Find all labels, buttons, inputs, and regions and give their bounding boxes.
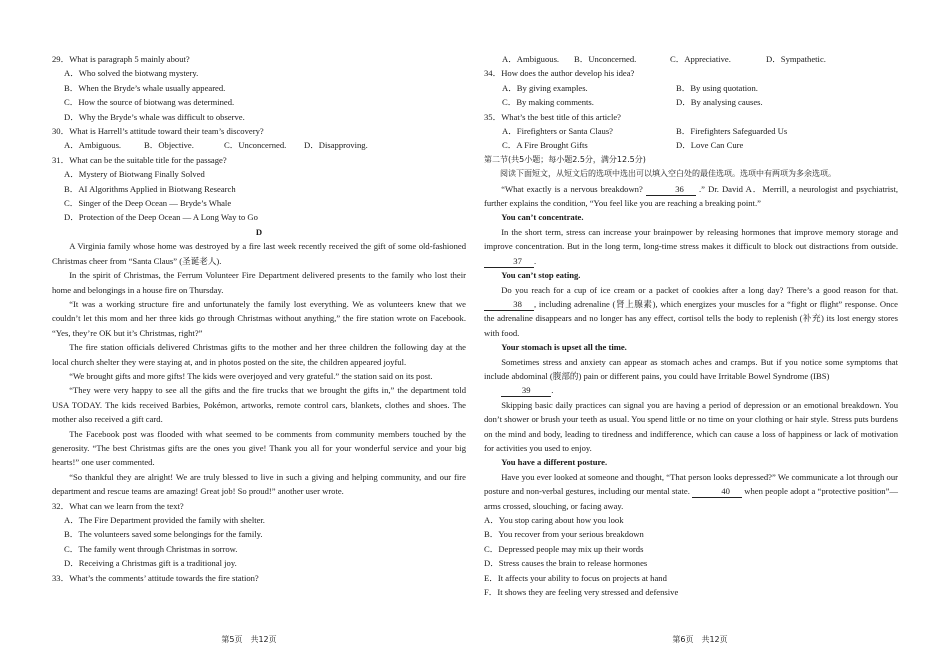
instruction-text: 阅读下面短文，从短文后的选项中选出可以填入空白处的最佳选项。选项中有两项为多余选项。 <box>500 169 836 179</box>
text-span: when people adopt a “protective position”—arms crossed, slouching, or facing away. <box>484 486 898 511</box>
right-page-column <box>484 52 898 599</box>
passage-paragraph <box>484 470 898 513</box>
option[interactable]: D．By analysing causes. <box>676 97 763 108</box>
option[interactable]: C．Unconcerned. <box>224 140 287 151</box>
choice[interactable]: B．You recover from your serious breakdown <box>484 529 644 540</box>
option[interactable]: A．Ambiguous. <box>64 140 122 151</box>
choice[interactable]: F．It shows they are feeling very stressed and defensive <box>484 587 679 598</box>
option[interactable]: C．How the source of biotwang was determined. <box>64 97 235 108</box>
option[interactable]: A．The Fire Department provided the family with shelter. <box>64 515 265 525</box>
option[interactable]: D．Sympathetic. <box>766 54 826 64</box>
passage-paragraph: The fire station officials delivered Christmas gifts to the mother and her three children the following day at the local church shelter they were staying at, and in photos posted on the site, the children appeared joyful. <box>52 342 466 367</box>
question-29: 29．What is paragraph 5 mainly about? <box>52 54 190 64</box>
options-row-34b <box>484 95 898 109</box>
passage-paragraph: The Facebook post was flooded with what seemed to be comments from community members touched by the generosity. “The best Christmas gifts are the ones you give! Thank you all for your wonderful service and your big hearts!” one user commented. <box>52 428 466 468</box>
subheading: You can’t concentrate. <box>501 212 584 223</box>
options-row-33 <box>484 52 898 66</box>
page-footer-right: 第6页 共12页 <box>672 635 728 644</box>
option[interactable]: B．Firefighters Safeguarded Us <box>676 126 788 137</box>
passage-paragraph: “So thankful they are alright! We are truly blessed to live in such a giving and helping community, and our fire department and rescue teams are amazing! Great job! So proud!” another user wrote. <box>52 471 466 497</box>
blank-36[interactable]: 36 <box>646 184 696 196</box>
option[interactable]: A．By giving examples. <box>502 82 588 93</box>
option[interactable]: C．A Fire Brought Gifts <box>502 140 588 151</box>
option[interactable]: B．Objective. <box>144 140 194 151</box>
blank-37[interactable]: 37 <box>484 256 534 268</box>
option[interactable]: B．By using quotation. <box>676 82 758 93</box>
option[interactable]: A．Firefighters or Santa Claus? <box>502 126 613 137</box>
question-30: 30．What is Harrell’s attitude toward their team’s discovery? <box>52 126 264 137</box>
blank-line: 39 . <box>484 383 898 397</box>
passage-paragraph <box>484 283 898 341</box>
question-34: 34．How does the author develop his idea? <box>484 68 635 79</box>
option[interactable]: B．When the Bryde’s whale usually appeared. <box>64 82 226 93</box>
option[interactable]: D．Receiving a Christmas gift is a traditional joy. <box>64 558 237 569</box>
option[interactable]: C．Singer of the Deep Ocean — Bryde’s Whale <box>64 198 232 209</box>
choice[interactable]: E．It affects your ability to focus on projects at hand <box>484 572 667 583</box>
question-32: 32．What can we learn from the text? <box>52 500 184 511</box>
option[interactable]: C．By making comments. <box>502 97 594 108</box>
passage-paragraph: In the short term, stress can increase your brainpower by releasing hormones that improve memory storage and improve concentration. But in the long term, long-time stress makes it difficult to block out distractions from outside. 37 . <box>484 226 898 266</box>
option[interactable]: A．Mystery of Biotwang Finally Solved <box>64 169 205 180</box>
option[interactable]: B．The volunteers saved some belongings for the family. <box>64 529 263 540</box>
subheading: You have a different posture. <box>501 457 608 468</box>
option[interactable]: C．Appreciative. <box>670 54 731 64</box>
section-d-heading: D <box>255 226 263 237</box>
passage-paragraph: “We brought gifts and more gifts! The kids were overjoyed and very grateful.” the station said on its post. <box>69 370 433 381</box>
question-35: 35．What’s the best title of this article? <box>484 111 621 122</box>
text-span: Do you reach for a cup of ice cream or a packet of cookies after a long day? There’s a good reason for that. <box>501 284 898 295</box>
subheading: You can’t stop eating. <box>501 270 581 281</box>
text-span: , including adrenaline (肾上腺素), which energizes your muscles for a “fight or flight” response. Once the adrenaline disappears and no longer has any effect, cortisol tells the body to replenish (补充) its lost energy stores with food. <box>484 298 898 338</box>
passage-paragraph: Sometimes stress and anxiety can appear as stomach aches and cramps. But if you notice some symptoms that include abdominal (腹部的) pain or different pains, you could have Irritable Bowel Syndrome (IBS) <box>484 356 898 381</box>
text-span: Have you ever looked at someone and thought, “That person looks depressed?” We communicate a lot through our posture and non-verbal gestures, including our mental state. <box>484 471 898 497</box>
option[interactable]: D．Protection of the Deep Ocean — A Long Way to Go <box>64 212 258 223</box>
option[interactable]: D．Love Can Cure <box>676 140 744 151</box>
choice[interactable]: C．Depressed people may mix up their words <box>484 543 644 554</box>
option[interactable]: B．AI Algorithms Applied in Biotwang Research <box>64 183 236 194</box>
option[interactable]: C．The family went through Christmas in sorrow. <box>64 543 238 554</box>
passage-paragraph: In the spirit of Christmas, the Ferrum Volunteer Fire Department delivered presents to the family who lost their home and belongings in a house fire on Thursday. <box>52 270 466 295</box>
question-33: 33．What’s the comments’ attitude towards the fire station? <box>52 572 259 583</box>
options-row-30 <box>52 138 466 152</box>
text-span: .” Dr. David A．Merrill, a neurologist and psychiatrist, further explains the condition, “You feel like you are reaching a breaking point.” <box>484 183 898 209</box>
passage-paragraph <box>484 182 898 211</box>
question-31: 31．What can be the suitable title for the passage? <box>52 154 227 165</box>
options-row-34 <box>484 81 898 95</box>
section-2-heading: 第二节(共5小题；每小题2.5分，满分12.5分) <box>484 154 646 164</box>
passage-paragraph: “It was a working structure fire and unfortunately the family lost everything. We as volunteers knew that we couldn’t let this mom and her three kids go through Christmas without anything,” the fire station wrote on Facebook. “Yes, they’re OK but it’s Christmas, right?” <box>52 298 466 338</box>
passage-paragraph: “They were very happy to see all the gifts and the fire trucks that we brought the gifts in,” the department told USA TODAY. The kids received Barbies, Pokémon, artworks, remote control cars, blankets, clothes and shoes. The mother also received a gift card. <box>52 385 466 425</box>
option[interactable]: A．Who solved the biotwang mystery. <box>64 68 199 79</box>
blank-39[interactable]: 39 <box>501 385 551 397</box>
text-span: “What exactly is a nervous breakdown? <box>501 183 643 194</box>
passage-paragraph: A Virginia family whose home was destroyed by a fire last week recently received the gift of some old-fashioned Christmas cheer from “Santa Claus” (圣诞老人). <box>52 241 466 266</box>
option[interactable]: B．Unconcerned. <box>574 54 637 64</box>
option[interactable]: D．Why the Bryde’s whale was difficult to observe. <box>64 111 245 122</box>
choice[interactable]: A．You stop caring about how you look <box>484 515 624 525</box>
options-row-35 <box>484 124 898 138</box>
text-span: In the short term, stress can increase your brainpower by releasing hormones that improve memory storage and improve concentration. But in the long term, long-time stress makes it difficult to block out distractions from outside. <box>484 226 898 252</box>
blank-38[interactable]: 38 <box>484 299 534 311</box>
option[interactable]: D．Disapproving. <box>304 140 368 151</box>
choice[interactable]: D．Stress causes the brain to release hormones <box>484 558 648 569</box>
subheading: Your stomach is upset all the time. <box>501 342 627 353</box>
page-footer-left: 第5页 共12页 <box>221 635 277 644</box>
option[interactable]: A．Ambiguous. <box>502 54 560 64</box>
options-row-35b <box>484 138 898 152</box>
blank-40[interactable]: 40 <box>692 486 742 498</box>
left-page-column <box>52 52 466 585</box>
passage-paragraph: Skipping basic daily practices can signal you are having a period of depression or an emotional breakdown. You don’t shower or brush your teeth as usual. You spend little or no time on your clothing or hair style. Stress puts burdens on the mind and body, leading to tiredness and indifference, which can cause a loss of happiness or lack of motivation for activities you used to enjoy. <box>484 399 898 453</box>
